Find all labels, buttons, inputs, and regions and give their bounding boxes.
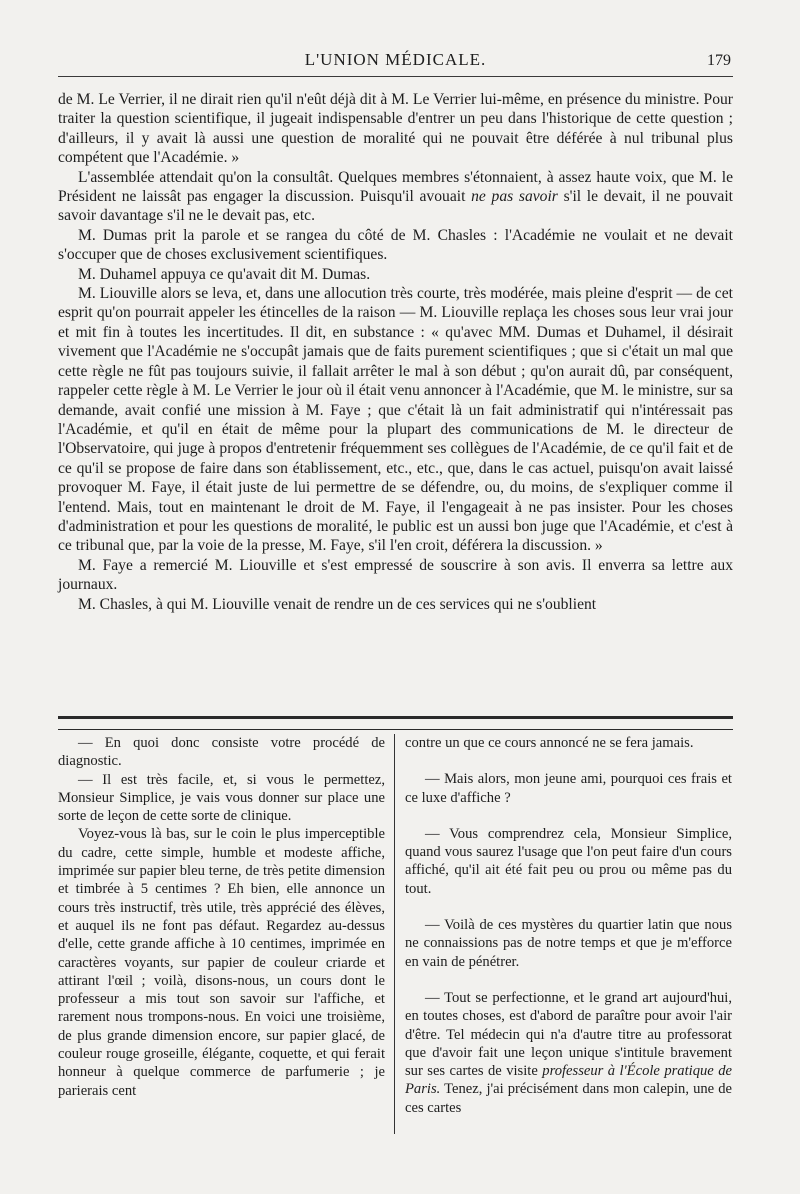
paragraph: M. Dumas prit la parole et se rangea du côté de M. Chasles : l'Académie ne voulait et ne devait s'occuper que de choses exclusivement scientifiques. xyxy=(58,226,733,264)
paragraph: M. Duhamel appuya ce qu'avait dit M. Dumas. xyxy=(78,265,371,283)
paragraph: M. Faye a remercié M. Liouville et s'est empressé de souscrire à son avis. Il enverra sa lettre aux journaux. xyxy=(58,556,733,594)
running-title: L'UNION MÉDICALE. xyxy=(304,50,487,69)
paragraph: Voyez-vous là bas, sur le coin le plus imperceptible du cadre, cette simple, humble et modeste affiche, imprimée sur papier bleu terne, de très petite dimension et timbrée à 5 centimes ? Eh bien, elle annonce un cours très instructif, très utile, très apprécié des élèves, et auquel ils ne font pas défaut. Regardez au-dessus d'elle, cette grande affiche à 10 centimes, imprimée en caractères voyants, sur papier de couleur criarde et attirant l'œil ; voilà, disons-nous, un cours dont le professeur a mis tout son savoir sur l'affiche, et rarement nous trompons-nous. En voici une troisième, de plus grande dimension encore, sur papier glacé, de couleur rouge groseille, élégante, coquette, et qui ferait honneur à quelque commerce de parfumerie ; je parierais cent xyxy=(58,826,385,1099)
paragraph: M. Chasles, à qui M. Liouville venait de rendre un de ces services qui ne s'oublient xyxy=(78,595,597,613)
paragraph: — Tout se perfectionne, et le grand art aujourd'hui, en toutes choses, est d'abord de paraître pour avoir l'air d'être. Tel médecin qui n'a d'autre titre au professorat que d'avoir fait une leçon unique s'intitule bravement sur ses cartes de visite professeur à l'École pratique de Paris. Tenez, j'ai précisément dans mon calepin, une de ces cartes xyxy=(405,989,732,1116)
paragraph: — Il est très facile, et, si vous le permettez, Monsieur Simplice, je vais vous donner sur place une sorte de leçon de cette sorte de clinique. xyxy=(58,771,385,825)
paragraph: L'assemblée attendait qu'on la consultât. Quelques membres s'étonnaient, à assez haute voix, que M. le Président ne laissât pas engager la discussion. Puisqu'il avouait ne pas savoir s'il le devait, il ne pouvait savoir davantage s'il ne le devait pas, etc. xyxy=(58,168,734,225)
page-number: 179 xyxy=(707,52,731,69)
paragraph: contre un que ce cours annoncé ne se fera jamais. xyxy=(405,735,694,751)
page-header xyxy=(58,46,733,77)
main-article-text xyxy=(58,90,733,614)
column-rule xyxy=(394,734,395,1134)
paragraph: — Voilà de ces mystères du quartier latin que nous ne connaissions pas de notre temps et que je m'efforce en vain de pénétrer. xyxy=(405,917,732,970)
feuilleton-right-column xyxy=(405,734,732,1117)
paragraph: — En quoi donc consiste votre procédé de diagnostic. xyxy=(58,735,385,770)
feuilleton-left-column xyxy=(58,734,385,1100)
paragraph: de M. Le Verrier, il ne dirait rien qu'il n'eût déjà dit à M. Le Verrier lui-même, en présence du ministre. Pour traiter la question scientifique, il jugeait indispensable d'entrer un peu dans l'historique de cette question ; d'ailleurs, il y avait là aussi une question de moralité qui ne pouvait être déférée à nul tribunal plus compétent que l'Académie. » xyxy=(58,91,733,167)
paragraph: — Mais alors, mon jeune ami, pourquoi ces frais et ce luxe d'affiche ? xyxy=(405,771,732,806)
paragraph: M. Liouville alors se leva, et, dans une allocution très courte, très modérée, mais pleine d'esprit — de cet esprit qu'on pourrait appeler les étincelles de la raison — M. Liouville replaça les choses sous leur vrai jour et mit fin à toutes les incertitudes. Il dit, en substance : « qu'avec MM. Dumas et Duhamel, il désirait vivement que l'Académie ne s'occupât jamais que de faits purement scientifiques ; que si c'était un mal que cette règle ne fût pas toujours suivie, il fallait arrêter le mal à son début ; qu'on aurait dû, par conséquent, rappeler cette règle à M. Le Verrier le jour où il était venu annoncer à l'Académie, que M. le ministre, sur sa demande, avait confié une mission à M. Faye ; que c'était là un fait administratif qui n'intéressait pas l'Académie, et qu'il en était de même pour la plupart des communications de M. le directeur de l'Observatoire, qui juge à propos d'entretenir fréquemment ses collègues de l'Académie, de ce qu'il fait et de ce qu'il se propose de faire dans son établissement, etc., etc., que, dans le cas actuel, puisqu'on avait laissé provoquer M. Faye, il était juste de lui permettre de se défendre, ou, du moins, de s'expliquer comme il l'entend. Mais, tout en maintenant le droit de M. Faye, il l'engageait à ne pas insister. Pour les choses d'administration et pour les questions de moralité, le public est un aussi bon juge que l'Académie, et c'est à ce tribunal que, par la voie de la presse, M. Faye, s'il l'en croit, déférera la discussion. » xyxy=(58,285,733,555)
emphasis: professeur à l'École pratique de Paris. xyxy=(405,1063,732,1098)
feuilleton-divider xyxy=(58,716,733,730)
paragraph: — Vous comprendrez cela, Monsieur Simplice, quand vous saurez l'usage que l'on peut faire d'un cours affiché, qu'il ait été fait peu ou prou ou même pas du tout. xyxy=(405,825,732,897)
emphasis: ne pas savoir xyxy=(471,188,558,206)
